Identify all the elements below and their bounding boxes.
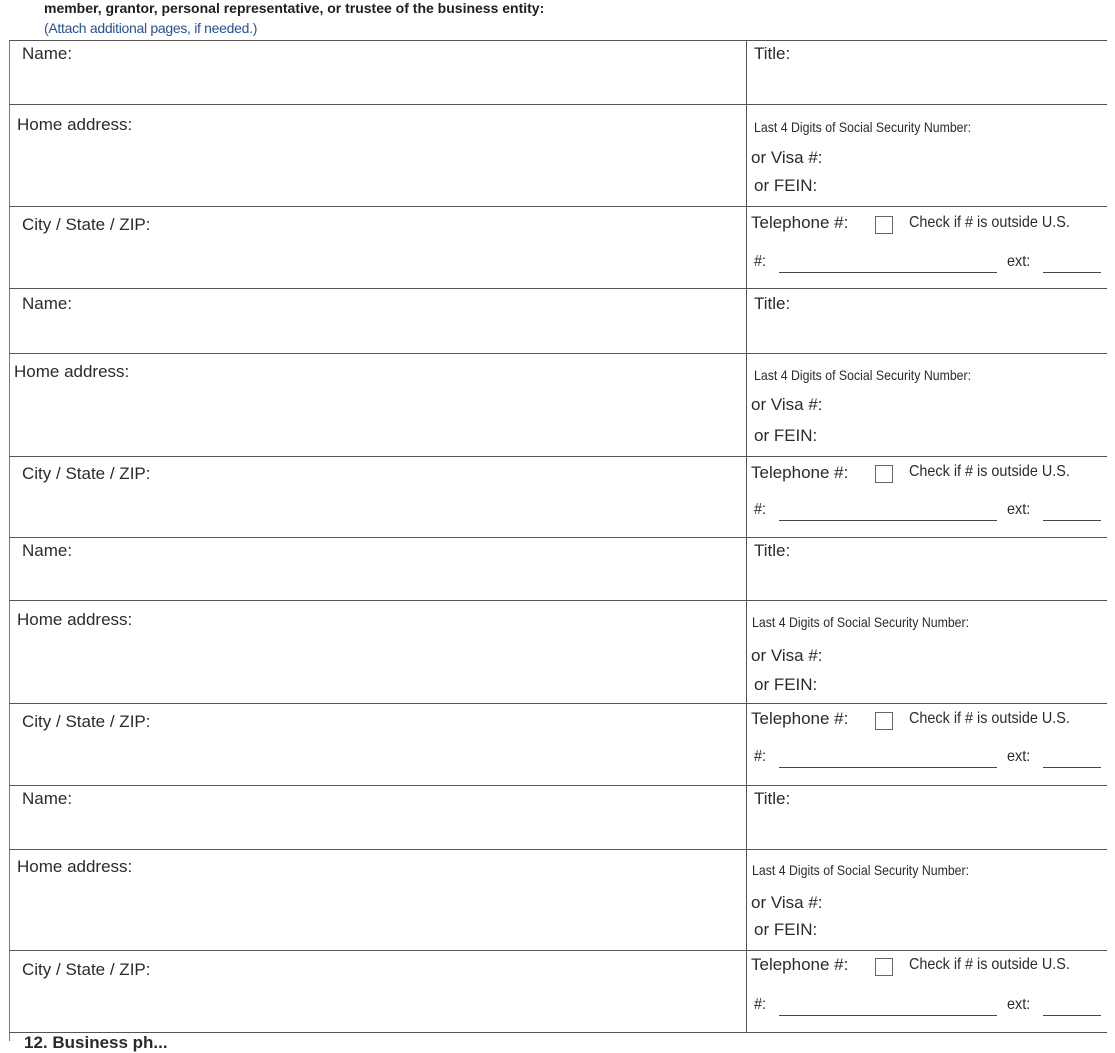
ext-label: ext:: [1007, 996, 1031, 1013]
phone-number-field[interactable]: [779, 520, 997, 521]
column-divider: [746, 537, 747, 785]
telephone-label: Telephone #:: [751, 955, 849, 974]
phone-number-label: #:: [754, 501, 767, 518]
telephone-label: Telephone #:: [751, 213, 849, 232]
phone-number-field[interactable]: [779, 272, 997, 273]
fein-label: or FEIN:: [754, 675, 818, 694]
city-state-zip-label: City / State / ZIP:: [22, 464, 151, 483]
outside-us-label: Check if # is outside U.S.: [909, 463, 1070, 480]
visa-label: or Visa #:: [751, 395, 823, 414]
outside-us-checkbox[interactable]: [875, 712, 893, 730]
home-address-label: Home address:: [17, 857, 133, 876]
telephone-label: Telephone #:: [751, 463, 849, 482]
outside-us-label: Check if # is outside U.S.: [909, 710, 1070, 727]
ext-field[interactable]: [1043, 520, 1101, 521]
divider: [9, 785, 1107, 786]
ext-field[interactable]: [1043, 767, 1101, 768]
home-address-label: Home address:: [17, 610, 133, 629]
divider: [9, 104, 1107, 105]
title-label: Title:: [754, 294, 791, 313]
column-divider: [746, 288, 747, 537]
outside-us-checkbox[interactable]: [875, 958, 893, 976]
name-label: Name:: [22, 294, 73, 313]
divider: [9, 353, 1107, 354]
visa-label: or Visa #:: [751, 148, 823, 167]
divider: [9, 288, 1107, 289]
fein-label: or FEIN:: [754, 920, 818, 939]
divider: [9, 950, 1107, 951]
divider: [9, 703, 1107, 704]
attach-pages-note: (Attach additional pages, if needed.): [44, 20, 258, 36]
ext-label: ext:: [1007, 748, 1031, 765]
divider: [9, 40, 1107, 41]
name-label: Name:: [22, 789, 73, 808]
divider: [9, 849, 1107, 850]
city-state-zip-label: City / State / ZIP:: [22, 960, 151, 979]
telephone-label: Telephone #:: [751, 709, 849, 728]
divider: [9, 206, 1107, 207]
outside-us-checkbox[interactable]: [875, 216, 893, 234]
phone-number-field[interactable]: [779, 1015, 997, 1016]
phone-number-label: #:: [754, 748, 767, 765]
name-label: Name:: [22, 44, 73, 63]
next-section-heading: 12. Business ph...: [24, 1033, 168, 1052]
visa-label: or Visa #:: [751, 646, 823, 665]
phone-number-label: #:: [754, 253, 767, 270]
column-divider: [746, 40, 747, 288]
divider: [9, 600, 1107, 601]
ext-field[interactable]: [1043, 272, 1101, 273]
outside-us-label: Check if # is outside U.S.: [909, 214, 1070, 231]
divider: [9, 1032, 1107, 1033]
city-state-zip-label: City / State / ZIP:: [22, 215, 151, 234]
ssn-label: Last 4 Digits of Social Security Number:: [754, 119, 972, 135]
ssn-label: Last 4 Digits of Social Security Number:: [752, 614, 970, 630]
title-label: Title:: [754, 541, 791, 560]
fein-label: or FEIN:: [754, 426, 818, 445]
ext-field[interactable]: [1043, 1015, 1101, 1016]
ext-label: ext:: [1007, 253, 1031, 270]
name-label: Name:: [22, 541, 73, 560]
divider: [9, 456, 1107, 457]
divider: [9, 537, 1107, 538]
fein-label: or FEIN:: [754, 176, 818, 195]
phone-number-field[interactable]: [779, 767, 997, 768]
title-label: Title:: [754, 789, 791, 808]
ssn-label: Last 4 Digits of Social Security Number:: [754, 367, 972, 383]
section-instruction: member, grantor, personal representative, or trustee of the business entity:: [44, 0, 545, 16]
outside-us-label: Check if # is outside U.S.: [909, 956, 1070, 973]
phone-number-label: #:: [754, 996, 767, 1013]
home-address-label: Home address:: [17, 115, 133, 134]
visa-label: or Visa #:: [751, 893, 823, 912]
left-border: [9, 40, 10, 1041]
ssn-label: Last 4 Digits of Social Security Number:: [752, 862, 970, 878]
home-address-label: Home address:: [14, 362, 130, 381]
outside-us-checkbox[interactable]: [875, 465, 893, 483]
ext-label: ext:: [1007, 501, 1031, 518]
city-state-zip-label: City / State / ZIP:: [22, 712, 151, 731]
column-divider: [746, 785, 747, 1032]
title-label: Title:: [754, 44, 791, 63]
